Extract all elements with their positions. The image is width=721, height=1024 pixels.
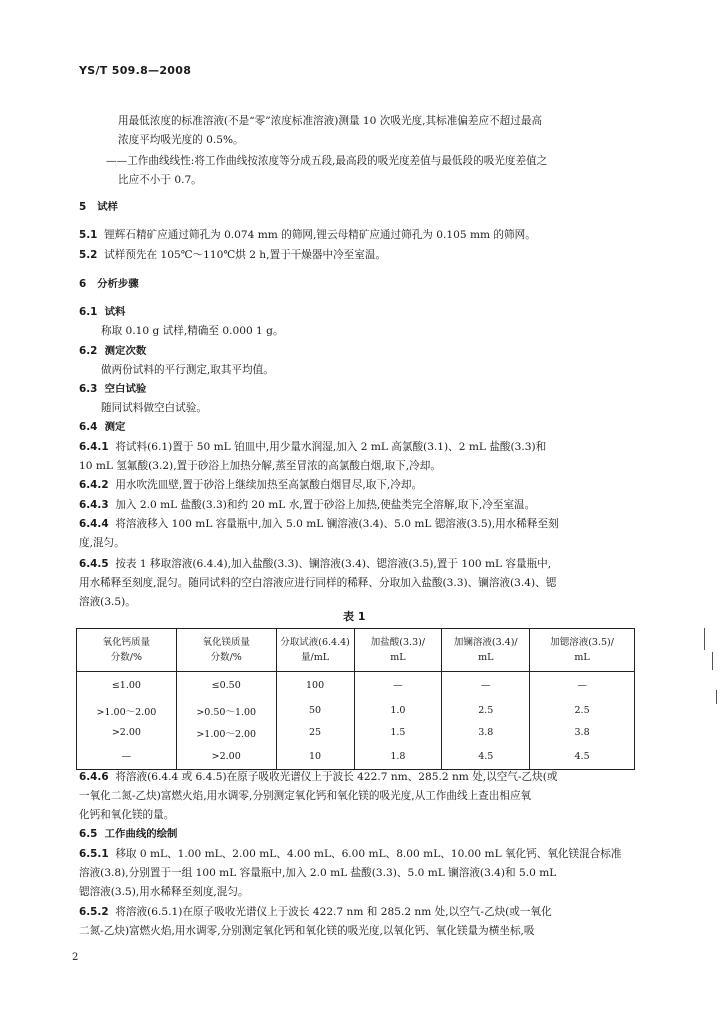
clause-text: 一氧化二氮-乙炔)富燃火焰,用水调零,分别测定氧化钙和氧化镁的吸光度,从工作曲线上查出相应氧	[79, 790, 532, 802]
clause-text: 移取 0 mL、1.00 mL、2.00 mL、4.00 mL、6.00 mL、8.00 mL、10.00 mL 氧化钙、氧化镁混合标准	[115, 848, 622, 860]
clause-number: 6.4.4	[79, 518, 109, 530]
clause-text: 按表 1 移取溶液(6.4.4),加入盐酸(3.3)、镧溶液(3.4)、锶溶液(3.5),置于 100 mL 容量瓶中,	[115, 558, 552, 570]
column-header: 加锶溶液(3.5)/ mL	[530, 629, 635, 672]
clause-number: 6.4.3	[79, 499, 109, 511]
clause-text: 溶液(3.8),分别置于一组 100 mL 容量瓶中,加入 2.0 mL 盐酸(3.3)、5.0 mL 镧溶液(3.4)和 5.0 mL	[79, 867, 557, 879]
scan-artifact	[704, 628, 705, 650]
section-title: 分析步骤	[97, 278, 139, 290]
table-cell: ≤1.00	[77, 672, 177, 700]
table-cell: >2.00	[176, 744, 276, 770]
paragraph	[79, 847, 622, 861]
table-cell: >1.00～2.00	[77, 700, 177, 722]
subsection-heading	[79, 305, 125, 319]
table-cell: 2.5	[442, 700, 530, 722]
clause-text: 度,混匀。	[79, 537, 125, 549]
clause-number: 6.5	[79, 828, 98, 840]
standard-number: YS/T 509.8—2008	[79, 64, 192, 77]
paragraph	[79, 557, 551, 571]
table-cell: 10	[276, 744, 354, 770]
table-cell: 100	[276, 672, 354, 700]
clause-number: 6.3	[79, 383, 98, 395]
clause-text: 锂辉石精矿应通过筛孔为 0.074 mm 的筛网,锂云母精矿应通过筛孔为 0.105 mm 的筛网。	[104, 229, 536, 241]
clause-text: 将溶液移入 100 mL 容量瓶中,加入 5.0 mL 镧溶液(3.4)、5.0 mL 锶溶液(3.5),用水稀释至刻	[115, 518, 559, 530]
table-1	[76, 628, 635, 770]
table-cell: 2.5	[530, 700, 635, 722]
paragraph	[79, 905, 552, 919]
clause-number: 6.4.1	[79, 441, 109, 453]
table-row	[77, 700, 635, 722]
subsection-heading	[79, 420, 125, 434]
table-cell: —	[442, 672, 530, 700]
scan-artifact	[712, 652, 713, 670]
clause-number: 6.4	[79, 421, 98, 433]
clause-title: 空白试验	[104, 383, 147, 395]
table-cell: 3.8	[530, 722, 635, 744]
page-number: 2	[72, 952, 79, 963]
clause-text: 试样预先在 105℃～110℃烘 2 h,置于干燥器中冷至室温。	[104, 249, 387, 261]
section-title: 试样	[97, 201, 118, 213]
clause-title: 工作曲线的绘制	[104, 828, 178, 840]
table-cell: >1.00～2.00	[176, 722, 276, 744]
table-cell: 4.5	[442, 744, 530, 770]
clause-text: 做两份试料的平行测定,取其平均值。	[101, 364, 274, 376]
section-heading	[79, 200, 118, 214]
clause-text: 用水稀释至刻度,混匀。随同试料的空白溶液应进行同样的稀释、分取加入盐酸(3.3)、镧溶液(3.4)、锶	[79, 577, 557, 589]
table-caption: 表 1	[343, 610, 366, 623]
table-cell: >2.00	[77, 722, 177, 744]
intro-line: 比应不小于 0.7。	[118, 174, 202, 186]
table-cell: 25	[276, 722, 354, 744]
clause-text: 称取 0.10 g 试样,精确至 0.000 1 g。	[101, 325, 284, 337]
table-cell: —	[530, 672, 635, 700]
clause-number: 5.1	[79, 229, 98, 241]
table-cell: 1.8	[354, 744, 442, 770]
table-header-row	[77, 629, 635, 672]
clause-text: 用水吹洗皿壁,置于砂浴上继续加热至高氯酸白烟冒尽,取下,冷却。	[115, 479, 423, 491]
clause-text: 将溶液(6.4.4 或 6.4.5)在原子吸收光谱仪上于波长 422.7 nm、285.2 nm 处,以空气-乙炔(或	[115, 771, 558, 783]
column-header: 分取试液(6.4.4) 量/mL	[276, 629, 354, 672]
clause-number: 5.2	[79, 249, 98, 261]
subsection-heading	[79, 382, 146, 396]
table-cell: —	[77, 744, 177, 770]
clause-text: 溶液(3.5)。	[79, 596, 136, 608]
clause-number: 6.4.6	[79, 771, 109, 783]
table-cell: 1.0	[354, 700, 442, 722]
scan-artifact	[716, 690, 717, 704]
table-cell: 3.8	[442, 722, 530, 744]
paragraph	[79, 440, 546, 454]
table-row	[77, 672, 635, 700]
clause-title: 测定次数	[104, 345, 147, 357]
clause-number: 6.4.5	[79, 558, 109, 570]
clause-text: 10 mL 氢氟酸(3.2),置于砂浴上加热分解,蒸至冒浓的高氯酸白烟,取下,冷却。	[79, 460, 441, 472]
subsection-heading	[79, 827, 177, 841]
column-header: 氧化钙质量 分数/%	[77, 629, 177, 672]
paragraph	[79, 517, 559, 531]
table-cell: 4.5	[530, 744, 635, 770]
intro-line: 浓度平均吸光度的 0.5%。	[118, 134, 244, 146]
clause-text: 将试料(6.1)置于 50 mL 铂皿中,用少量水润湿,加入 2 mL 高氯酸(3.1)、2 mL 盐酸(3.3)和	[115, 441, 547, 453]
subsection-heading	[79, 344, 146, 358]
clause-number: 6.5.2	[79, 906, 109, 918]
table-cell: ≤0.50	[176, 672, 276, 700]
table-cell: >0.50～1.00	[176, 700, 276, 722]
clause-number: 6.1	[79, 306, 98, 318]
table-row	[77, 744, 635, 770]
paragraph	[79, 498, 535, 512]
paragraph	[79, 770, 557, 784]
clause-title: 试料	[104, 306, 126, 318]
table-cell: 50	[276, 700, 354, 722]
clause-text: 锶溶液(3.5),用水稀释至刻度,混匀。	[79, 886, 249, 898]
section-number: 6	[79, 278, 87, 290]
column-header: 加盐酸(3.3)/ mL	[354, 629, 442, 672]
table-cell: 1.5	[354, 722, 442, 744]
intro-line: ——工作曲线线性:将工作曲线按浓度等分成五段,最高段的吸光度差值与最低段的吸光度差值之	[106, 155, 548, 167]
clause-text: 加入 2.0 mL 盐酸(3.3)和约 20 mL 水,置于砂浴上加热,使盐类完全溶解,取下,冷至室温。	[115, 499, 536, 511]
clause-text: 将溶液(6.5.1)在原子吸收光谱仪上于波长 422.7 nm 和 285.2 nm 处,以空气-乙炔(或一氧化	[115, 906, 552, 918]
clause-text: 随同试料做空白试验。	[101, 402, 207, 414]
paragraph	[79, 478, 422, 492]
paragraph	[79, 228, 536, 242]
section-heading	[79, 277, 139, 291]
clause-number: 6.4.2	[79, 479, 109, 491]
clause-text: 化钙和氧化镁的量。	[79, 809, 175, 821]
paragraph	[79, 248, 386, 262]
column-header: 氧化镁质量 分数/%	[176, 629, 276, 672]
table-row	[77, 722, 635, 744]
section-number: 5	[79, 201, 87, 213]
intro-line: 用最低浓度的标准溶液(不是“零”浓度标准溶液)测量 10 次吸光度,其标准偏差应不超过最高	[118, 115, 543, 127]
clause-title: 测定	[104, 421, 126, 433]
clause-number: 6.2	[79, 345, 98, 357]
clause-number: 6.5.1	[79, 848, 109, 860]
column-header: 加镧溶液(3.4)/ mL	[442, 629, 530, 672]
clause-text: 二氮-乙炔)富燃火焰,用水调零,分别测定氧化钙和氧化镁的吸光度,以氧化钙、氧化镁量为横坐标,吸	[79, 925, 535, 937]
table-cell: —	[354, 672, 442, 700]
